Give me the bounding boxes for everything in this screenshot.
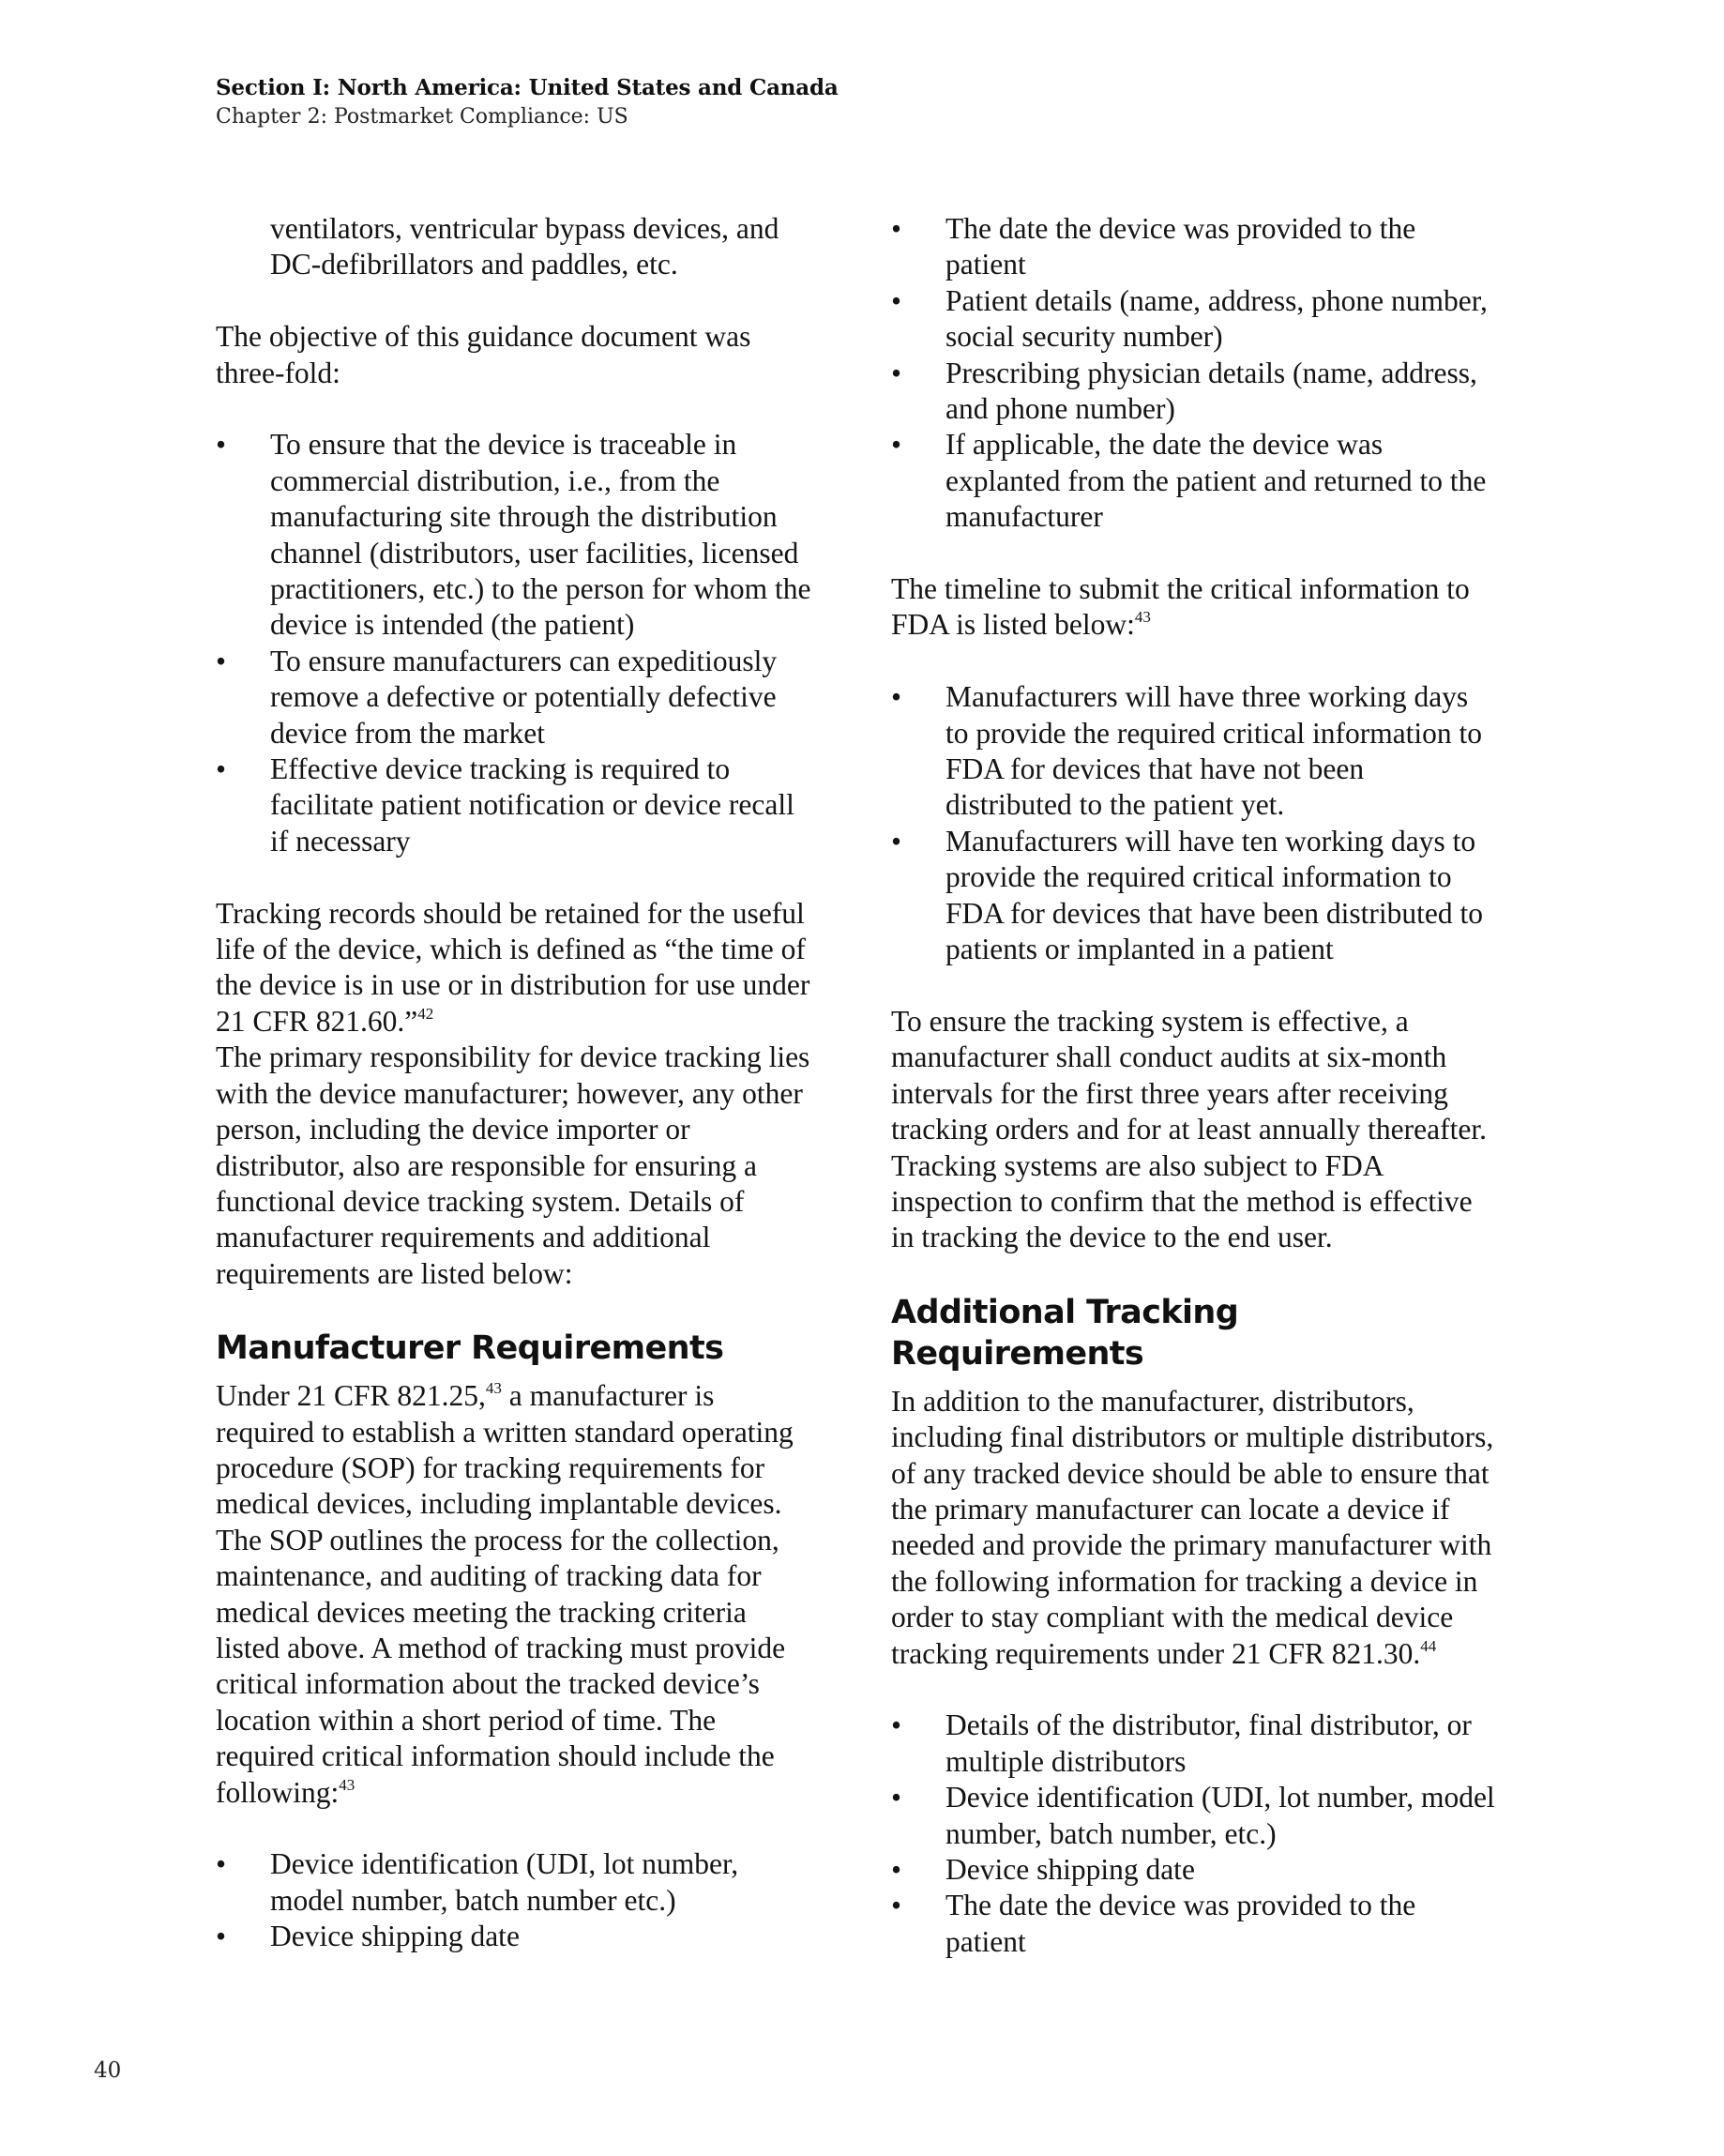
objective-intro: The objective of this guidance document was three-fold: <box>216 320 751 389</box>
running-header <box>216 73 839 131</box>
objectives-list <box>216 427 816 859</box>
list-item: • Manufacturers will have ten working days to provide the required critical information to FDA for devices that have been distributed to patients or implanted in a patient <box>891 824 1483 966</box>
list-item: • Details of the distributor, final distributor, or multiple distributors <box>891 1708 1472 1778</box>
audit-paragraph: To ensure the tracking system is effective, a manufacturer shall conduct audits at six-month intervals for the first three years after receiving tracking orders and for at least annually thereafter. Tracking systems are also subject to FDA inspection to confirm that the method is effective in tracking the device to the end user. <box>891 1004 1487 1254</box>
responsibility-paragraph: The primary responsibility for device tracking lies with the device manufacturer; however, any other person, including the device importer or distributor, also are responsible for ensuring a functional device tracking system. Details of manufacturer requirements and additional requirements are listed below: <box>216 1040 810 1290</box>
bullet-icon: • <box>216 428 227 462</box>
list-item: • Device identification (UDI, lot number, model number, batch number etc.) <box>216 1847 739 1917</box>
list-item: • Prescribing physician details (name, address, and phone number) <box>891 356 1477 426</box>
continued-list-line: DC-defibrillators and paddles, etc. <box>270 248 678 281</box>
footnote-ref[interactable]: 43 <box>485 1379 502 1398</box>
chapter-title: Chapter 2: Postmarket Compliance: US <box>216 105 628 129</box>
bullet-icon: • <box>216 752 227 786</box>
critical-info-list <box>216 1846 816 1954</box>
bullet-icon: • <box>891 680 902 714</box>
footnote-ref[interactable]: 43 <box>1134 608 1151 627</box>
bullet-icon: • <box>891 1853 902 1886</box>
bullet-icon: • <box>891 356 902 389</box>
right-column <box>891 211 1496 1960</box>
footnote-ref[interactable]: 42 <box>417 1004 434 1023</box>
bullet-icon: • <box>891 212 902 245</box>
list-item: • Effective device tracking is required to facilitate patient notification or device recall if necessary <box>216 752 794 858</box>
critical-info-list-continued <box>891 211 1496 536</box>
list-item: • Manufacturers will have three working days to provide the required critical information to FDA for devices that have not been distributed to the patient yet. <box>891 680 1483 822</box>
list-item: • To ensure that the device is traceable in commercial distribution, i.e., from the manufacturing site through the distribution channel (distributors, user facilities, licensed practitioners, etc.) to the person for whom the device is intended (the patient) <box>216 428 811 642</box>
page-number: 40 <box>94 2058 122 2083</box>
list-item: • To ensure manufacturers can expeditiously remove a defective or potentially defective device from the market <box>216 644 778 750</box>
bullet-icon: • <box>891 824 902 858</box>
footnote-ref[interactable]: 44 <box>1420 1636 1437 1655</box>
bullet-icon: • <box>891 283 902 317</box>
retention-paragraph: Tracking records should be retained for the useful life of the device, which is defined as “the time of the device is in use or in distribution for use under 21 CFR 821.60.”$^{42}$ <box>216 896 810 1038</box>
additional-tracking-heading: Additional Tracking Requirements <box>891 1293 1239 1373</box>
bullet-icon: • <box>216 1920 227 1953</box>
distributor-info-list <box>891 1708 1496 1960</box>
manufacturer-requirements-heading: Manufacturer Requirements <box>216 1329 724 1368</box>
list-item: • Device identification (UDI, lot number, model number, batch number, etc.) <box>891 1781 1495 1850</box>
continued-list-line: ventilators, ventricular bypass devices, and <box>270 212 779 245</box>
section-title: Section I: North America: United States and Canada <box>216 75 839 100</box>
list-item: • Device shipping date <box>891 1852 1496 1888</box>
footnote-ref[interactable]: 43 <box>339 1775 355 1794</box>
bullet-icon: • <box>216 1847 227 1881</box>
manufacturer-paragraph: Under 21 CFR 821.25,43 a manufacturer is required to establish a written standard operating procedure (SOP) for tracking requirements for medical devices, including implantable devices. The SOP outlines the process for the collection, maintenance, and auditing of tracking data for medical devices meeting the tracking criteria listed above. A method of tracking must provide critical information about the tracked device’s location within a short period of time. The required critical information should include the following:$^{43}$ <box>216 1379 794 1809</box>
list-item: • If applicable, the date the device was explanted from the patient and returned to the manufacturer <box>891 428 1487 534</box>
bullet-icon: • <box>891 428 902 462</box>
timeline-intro: The timeline to submit the critical information to FDA is listed below:$^{43}$ <box>891 572 1470 642</box>
list-item: • Patient details (name, address, phone number, social security number) <box>891 283 1488 354</box>
list-item: • The date the device was provided to the patient <box>891 1889 1416 1958</box>
list-item: • The date the device was provided to the patient <box>891 212 1416 281</box>
additional-paragraph: In addition to the manufacturer, distributors, including final distributors or multiple distributors, of any tracked device should be able to ensure that the primary manufacturer can locate a device if needed and provide the primary manufacturer with the following information for tracking a device in order to stay compliant with the medical device tracking requirements under 21 CFR 821.30.44 <box>891 1384 1494 1670</box>
bullet-icon: • <box>891 1708 902 1742</box>
timeline-list <box>891 679 1496 967</box>
bullet-icon: • <box>216 644 227 677</box>
list-item: • Device shipping date <box>216 1919 816 1954</box>
left-column <box>216 211 816 1955</box>
bullet-icon: • <box>891 1889 902 1922</box>
bullet-icon: • <box>891 1781 902 1814</box>
